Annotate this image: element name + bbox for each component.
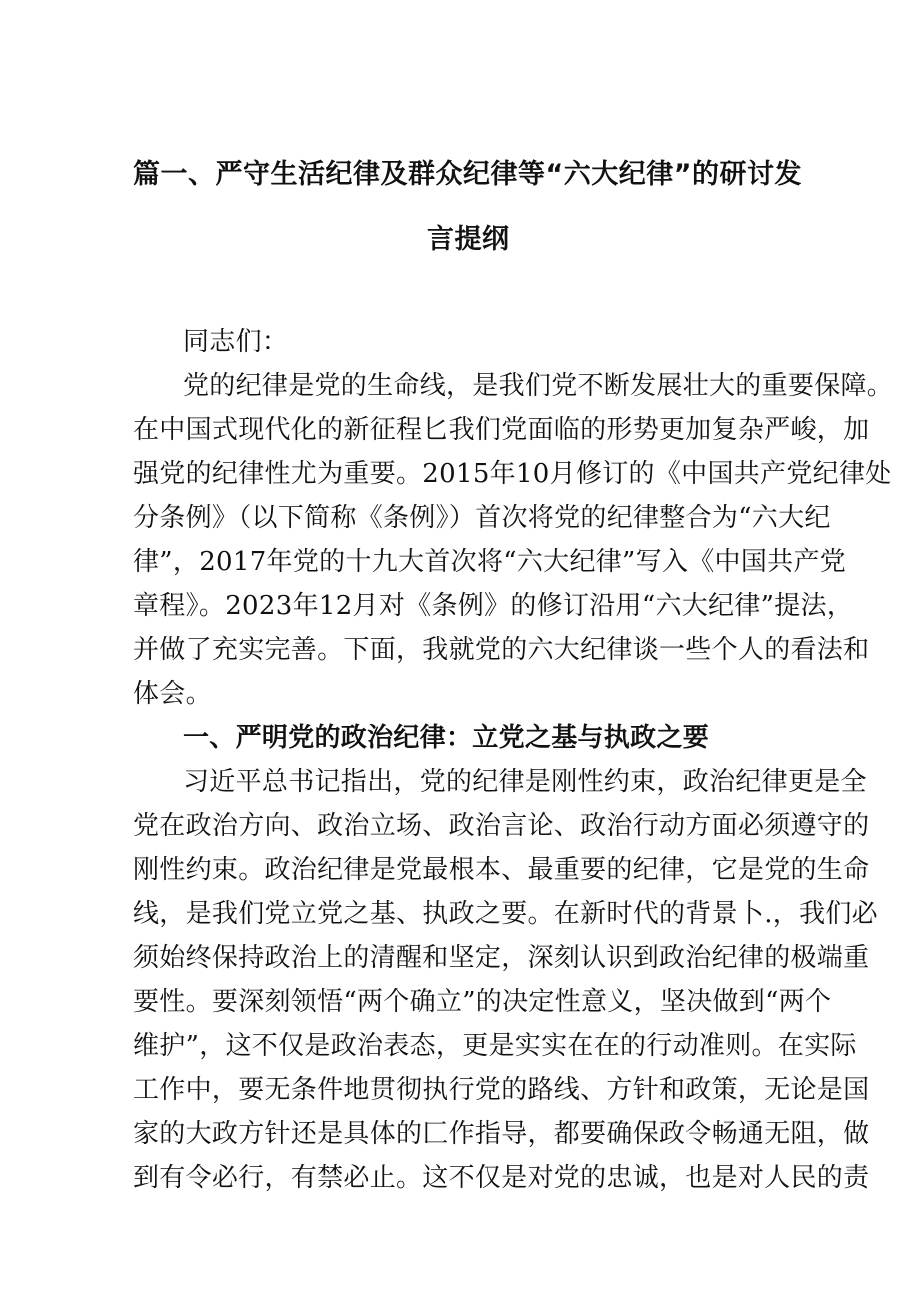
paragraph-line: 刚性约束。政治纪律是党最根本、最重要的纪律，它是党的生命: [133, 855, 870, 885]
document-title-line-1: 篇一、严守生活纪律及群众纪律等“六大纪律”的研讨发: [133, 159, 802, 190]
paragraph-line: 在中国式现代化的新征程匕我们党面临的形势更加复杂严峻，加: [133, 415, 870, 445]
paragraph-line: 习近平总书记指出，党的纪律是刚性约束，政治纪律更是全: [183, 767, 867, 797]
paragraph-line: 工作中，要无条件地贯彻执行党的路线、方针和政策，无论是国: [133, 1075, 870, 1105]
paragraph-line: 律”，2017年党的十九大首次将“六大纪律”写入《中国共产党: [133, 547, 847, 577]
paragraph-line: 到有令必行，有禁必止。这不仅是对党的忠诚，也是对人民的责: [133, 1163, 870, 1193]
paragraph-line: 分条例》（以下简称《条例》）首次将党的纪律整合为“六大纪: [133, 503, 831, 533]
paragraph-line: 体会。: [133, 679, 212, 709]
paragraph-line: 党在政治方向、政治立场、政治言论、政治行动方面必须遵守的: [133, 811, 870, 841]
paragraph-line: 须始终保持政治上的清醒和坚定，深刻认识到政治纪律的极端重: [133, 943, 870, 973]
paragraph-line: 线，是我们党立党之基、执政之要。在新时代的背景卜.，我们必: [133, 899, 878, 929]
section-heading: 一、严明党的政治纪律：立党之基与执政之要: [183, 723, 710, 753]
paragraph-line: 并做了充实完善。下面，我就党的六大纪律谈一些个人的看法和: [133, 635, 870, 665]
paragraph-line: 强党的纪律性尤为重要。2015年10月修订的《中国共产党纪律处: [133, 459, 892, 489]
document-title-line-2: 言提纲: [427, 224, 510, 255]
paragraph-line: 维护”，这不仅是政治表态，更是实实在在的行动准则。在实际: [133, 1031, 857, 1061]
paragraph-line: 家的大政方针还是具体的匚作指导，都要确保政令畅通无阻，做: [133, 1119, 870, 1149]
paragraph-line: 章程》。2023年12月对《条例》的修订沿用“六大纪律”提法，: [133, 591, 854, 621]
paragraph-line: 党的纪律是党的生命线，是我们党不断发展壮大的重要保障。: [183, 371, 894, 401]
salutation: 同志们：: [183, 327, 289, 357]
paragraph-line: 要性。要深刻领悟“两个确立”的决定性意义，坚决做到“两个: [133, 987, 832, 1017]
